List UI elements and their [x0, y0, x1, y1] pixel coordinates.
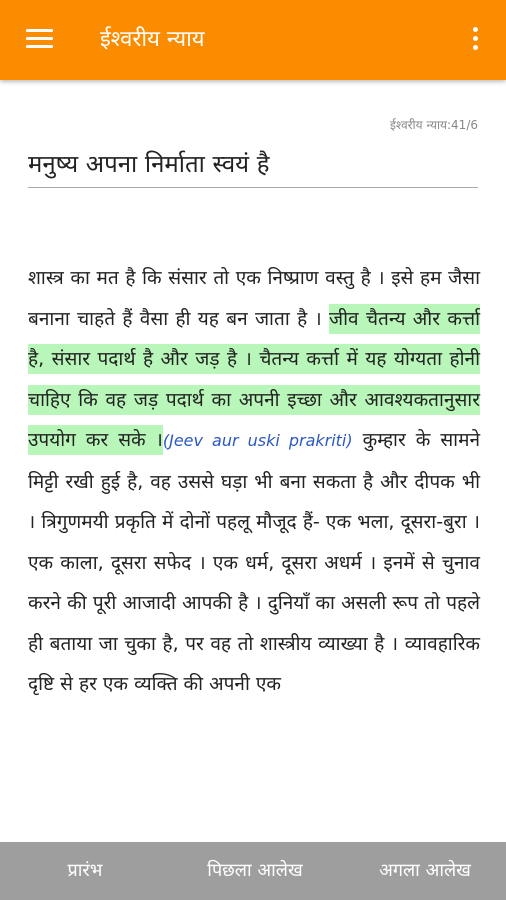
page-counter: ईश्वरीय न्याय:41/6	[389, 118, 478, 132]
previous-article-button[interactable]: पिछला आलेख	[207, 860, 303, 881]
app-title: ईश्वरीय न्याय	[100, 27, 205, 52]
more-vertical-icon[interactable]	[468, 27, 482, 53]
reference-link[interactable]: (Jeev aur uski prakriti)	[162, 431, 353, 450]
hamburger-menu-icon[interactable]	[26, 29, 53, 49]
body-intro-text: शास्त्र का मत है कि संसार तो एक निष्प्राण वस्तु है । इसे हम जैसा बनाना चाहते हैं वैसा ही यह बन जाता है ।	[28, 267, 480, 330]
article-title: मनुष्य अपना निर्माता स्वयं है	[28, 150, 270, 178]
title-divider	[28, 187, 478, 188]
bottom-nav-bar	[0, 842, 506, 900]
app-bar	[0, 0, 506, 80]
article-body	[28, 258, 480, 705]
next-article-button[interactable]: अगला आलेख	[379, 860, 471, 881]
start-button[interactable]: प्रारंभ	[67, 860, 103, 881]
highlighted-text[interactable]: जीव चैतन्य और कर्त्ता है, संसार पदार्थ है और जड़ है । चैतन्य कर्त्ता में यह योग्यता होनी चाहिए कि वह जड़ पदार्थ का अपनी इच्छा और आवश्यकतानुसार उपयोग कर सके ।	[28, 304, 480, 456]
body-rest-text: कुम्हार के सामने मिट्टी रखी हुई है, वह उससे घड़ा भी बना सकता है और दीपक भी । त्रिगुणमयी प्रकृति में दोनों पहलू मौजूद हैं- एक भला, दूसरा-बुरा । एक काला, दूसरा सफेद । एक धर्म, दूसरा अधर्म । इनमें से चुनाव करने की पूरी आजादी आपकी है । दुनियाँ का असली रूप तो पहले ही बताया जा चुका है, पर वह तो शास्त्रीय व्याख्या है । व्यावहारिक दृष्टि से हर एक व्यक्ति की अपनी एक	[28, 429, 481, 695]
